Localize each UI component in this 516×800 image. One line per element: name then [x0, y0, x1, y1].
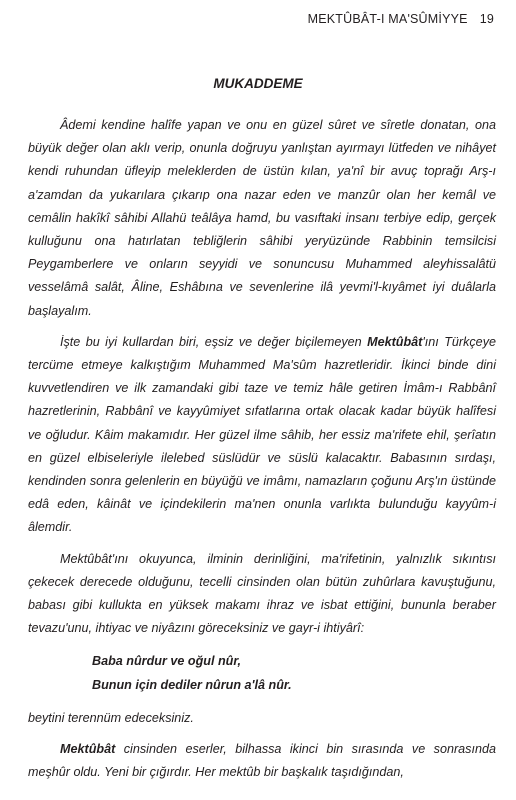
paragraph-5-rest: cinsinden eserler, bilhassa ikinci bin sırasında ve sonrasında meşhûr oldu. Yeni bir çığırdır. Her mektûb bir başkalık taşıdığından,: [28, 742, 496, 780]
running-header: [308, 12, 494, 26]
verse-line-1: Baba nûrdur ve oğul nûr,: [92, 654, 242, 669]
paragraph-3: Mektûbât'ını okuyunca, ilminin derinliğini, ma'rifetinin, yalnızlık sıkıntısı çekecek derecede olduğunu, tecelli cinsinden olan bütün zuhûrlara kavuştuğunu, babası gibi kullukta en yüksek makamı ihraz ve isbat ettiğini, bununla beraber tevazu'unu, ihtiyac ve niyâzını göreceksiniz ve gayr-i ihtiyârî:: [28, 551, 496, 636]
page-number: 19: [479, 12, 494, 26]
verse-couplet: [92, 650, 496, 696]
paragraph-2-lead: İşte bu iyi kullardan biri, eşsiz ve değer biçilemeyen: [60, 334, 368, 349]
book-title-mektubat: Mektûbât: [367, 334, 423, 349]
verse-line-2: Bunun için dediler nûrun a'lâ nûr.: [92, 677, 292, 692]
paragraph-2: [28, 331, 496, 540]
paragraph-1: Âdemi kendine halîfe yapan ve onu en güzel sûret ve sîretle donatan, ona büyük değer olan aklı verip, onunla doğruyu yanlıştan ayırmayı lütfeden ve nihâyet kendi ruhundan üfleyip meleklerden de üstün kılan, ya'nî bir avuç toprağı Arş-ı a'zamdan da yukarılara çıkarıp ona nazar eden ve manzûr olan her kemâl ve cemâlin hakîkî sâhibi Allahü teâlâya hamd, bu vasıftaki insanı terbiye edip, gerçek kulluğunu ona hatırlatan tebliğlerin sâhibi yeryüzünde Rabbinin temsilcisi Peygamberlere ve onların seyyidi ve sonuncusu Muhammed aleyhissalâtü vesselâmâ salât, Âline, Eshâbına ve sevenlerine ilâ yevmi'l-kıyâmet iyi duâlarla başlayalım.: [28, 118, 496, 318]
paragraph-5: [28, 738, 496, 784]
body-text: [28, 114, 496, 792]
section-title: MUKADDEME: [213, 76, 303, 91]
paragraph-2-rest: 'ını Türkçeye tercüme etmeye kalkıştığım Muhammed Ma'sûm hazretleridir. İkinci binde dini kuvvetlendiren ve ilk zamandaki gibi taze ve temiz hâle getiren İmâm-ı Rabbânî hazretlerinin, Rabbânî ve kayyûmiyet sıfatlarına ortak olacak kadar büyük halîfesi ve oğludur. Kâim makamıdır. Her güzel ilme sâhib, her essiz ma'rifete ehil, şerîatın en güzel elbiseleriyle ilelebed süslüdür ve süslü kalacaktır. Babasının sırdaşı, kendinden sonra gelenlerin en büyüğü ve imâmı, namazların çoğunu Arş'ın üstünde edâ eden, kâinât ve içindekilerin ma'nen onunla varlıkta bulunduğu kayyûm-i âlemdir.: [28, 334, 496, 535]
paragraph-4: beytini terennüm edeceksiniz.: [28, 710, 194, 725]
running-title: MEKTÛBÂT-I MA'SÛMİYYE: [307, 12, 468, 26]
book-title-mektubat-2: Mektûbât: [60, 742, 116, 757]
